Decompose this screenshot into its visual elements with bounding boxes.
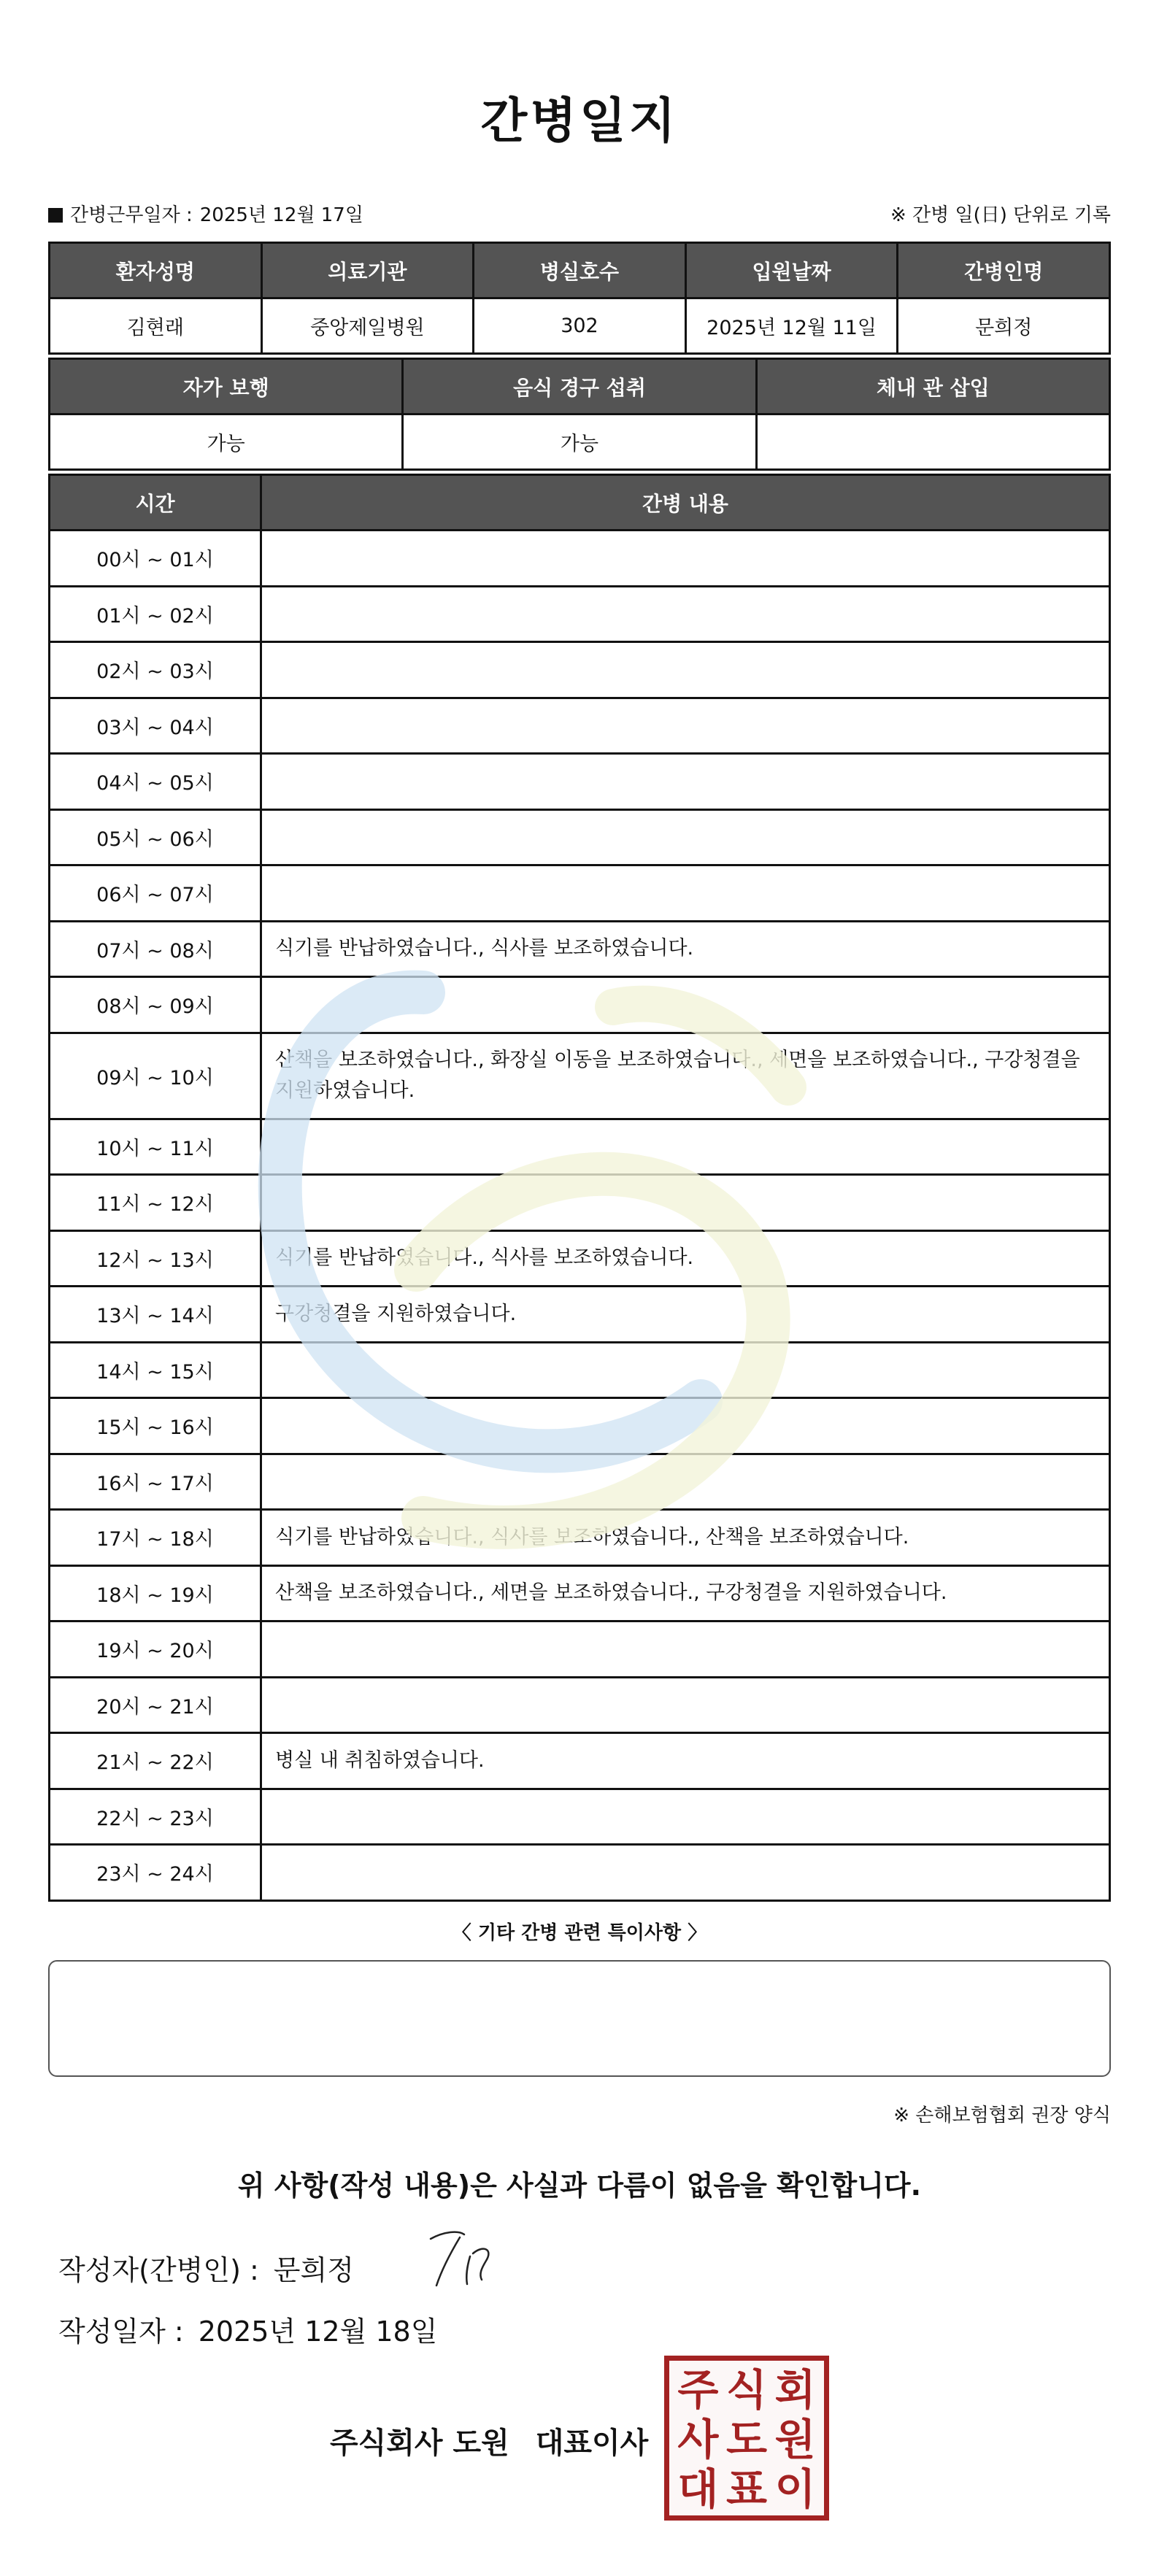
log-row (50, 1677, 1110, 1733)
status-table (48, 358, 1111, 471)
log-body (50, 531, 1110, 1901)
log-row (50, 1342, 1110, 1398)
log-row (50, 1565, 1110, 1621)
patient-value-row (50, 298, 1110, 354)
log-content-cell (261, 698, 1110, 754)
header-time: 시간 (50, 475, 261, 531)
log-content-cell: 산책을 보조하였습니다., 화장실 이동을 보조하였습니다., 세면을 보조하였습니다., 구강청결을 지원하였습니다. (261, 1033, 1110, 1119)
log-time-cell: 23시 ~ 24시 (50, 1845, 261, 1901)
log-time-cell: 09시 ~ 10시 (50, 1033, 261, 1119)
log-content-cell (261, 642, 1110, 698)
log-row (50, 531, 1110, 587)
seal-glyph: 회 (774, 2365, 816, 2415)
writer-label: 작성자(간병인) : (58, 2254, 259, 2286)
log-content-cell (261, 1398, 1110, 1454)
log-time-cell: 03시 ~ 04시 (50, 698, 261, 754)
log-content-cell (261, 1845, 1110, 1901)
log-time-cell: 17시 ~ 18시 (50, 1510, 261, 1566)
log-time-cell: 14시 ~ 15시 (50, 1342, 261, 1398)
seal-glyph: 대 (677, 2464, 719, 2514)
header-care-content: 간병 내용 (261, 475, 1110, 531)
log-content-cell: 구강청결을 지원하였습니다. (261, 1287, 1110, 1343)
log-content-cell (261, 1342, 1110, 1398)
header-patient-name: 환자성명 (50, 243, 262, 298)
log-row (50, 1230, 1110, 1287)
header-admission-date: 입원날짜 (685, 243, 898, 298)
log-row (50, 921, 1110, 977)
work-date (48, 200, 371, 227)
log-row (50, 1287, 1110, 1343)
special-notes-title: 〈 기타 간병 관련 특이사항 〉 (452, 1922, 707, 1944)
special-notes-box (48, 1960, 1111, 2077)
log-row (50, 1621, 1110, 1678)
writer-line (58, 2248, 354, 2288)
log-time-cell: 11시 ~ 12시 (50, 1175, 261, 1231)
company-seal-icon (664, 2356, 829, 2521)
log-row (50, 977, 1110, 1033)
caregiver-name: 문희정 (898, 298, 1110, 354)
log-time-cell: 10시 ~ 11시 (50, 1119, 261, 1175)
seal-glyph: 이 (774, 2464, 816, 2514)
header-hospital: 의료기관 (261, 243, 474, 298)
unit-note: ※ 간병 일(日) 단위로 기록 (890, 204, 1111, 226)
log-content-cell (261, 809, 1110, 865)
log-content-cell: 식기를 반납하였습니다., 식사를 보조하였습니다., 산책을 보조하였습니다. (261, 1510, 1110, 1566)
log-content-cell (261, 531, 1110, 587)
writer-name: 문희정 (273, 2254, 354, 2286)
log-content-cell (261, 1621, 1110, 1678)
log-row (50, 642, 1110, 698)
header-self-walk: 자가 보행 (50, 359, 403, 414)
log-row (50, 1510, 1110, 1566)
log-content-cell (261, 865, 1110, 922)
status-header-row (50, 359, 1110, 414)
patient-info-table (48, 242, 1111, 355)
log-content-cell (261, 1454, 1110, 1510)
log-time-cell: 04시 ~ 05시 (50, 754, 261, 810)
header-caregiver: 간병인명 (898, 243, 1110, 298)
care-log-table (48, 474, 1111, 1902)
log-content-cell (261, 586, 1110, 642)
log-row (50, 1398, 1110, 1454)
seal-glyph: 원 (774, 2415, 816, 2464)
seal-glyph: 도 (725, 2415, 767, 2464)
admission-date: 2025년 12월 11일 (685, 298, 898, 354)
hospital-name: 중앙제일병원 (261, 298, 474, 354)
log-content-cell (261, 977, 1110, 1033)
seal-glyph: 표 (725, 2464, 767, 2514)
log-time-cell: 18시 ~ 19시 (50, 1565, 261, 1621)
status-value-row (50, 414, 1110, 470)
log-time-cell: 02시 ~ 03시 (50, 642, 261, 698)
write-date-line (58, 2309, 437, 2349)
log-content-cell (261, 754, 1110, 810)
log-time-cell: 06시 ~ 07시 (50, 865, 261, 922)
log-content-cell (261, 1789, 1110, 1845)
log-row (50, 586, 1110, 642)
log-row (50, 1845, 1110, 1901)
log-content-cell (261, 1119, 1110, 1175)
patient-name: 김현래 (50, 298, 262, 354)
seal-glyph: 주 (677, 2365, 719, 2415)
meta-line (48, 198, 1111, 228)
log-content-cell: 식기를 반납하였습니다., 식사를 보조하였습니다. (261, 921, 1110, 977)
tube-insertion-value (756, 414, 1109, 470)
seal-glyph: 식 (725, 2365, 767, 2415)
log-content-cell: 산책을 보조하였습니다., 세면을 보조하였습니다., 구강청결을 지원하였습니다. (261, 1565, 1110, 1621)
log-row (50, 1454, 1110, 1510)
log-content-cell (261, 1175, 1110, 1231)
log-time-cell: 15시 ~ 16시 (50, 1398, 261, 1454)
square-bullet-icon (48, 208, 63, 223)
self-walk-value: 가능 (50, 414, 403, 470)
seal-glyph: 사 (677, 2415, 719, 2464)
log-row (50, 698, 1110, 754)
log-time-cell: 00시 ~ 01시 (50, 531, 261, 587)
log-time-cell: 16시 ~ 17시 (50, 1454, 261, 1510)
log-row (50, 1733, 1110, 1789)
log-row (50, 1789, 1110, 1845)
header-room: 병실호수 (474, 243, 686, 298)
log-header-row (50, 475, 1110, 531)
log-time-cell: 12시 ~ 13시 (50, 1230, 261, 1287)
log-row (50, 865, 1110, 922)
signature-icon (422, 2223, 502, 2296)
form-note: ※ 손해보험협회 권장 양식 (893, 2105, 1111, 2126)
log-time-cell: 21시 ~ 22시 (50, 1733, 261, 1789)
representative-title: 대표이사 (535, 2426, 649, 2460)
room-number: 302 (474, 298, 686, 354)
write-date-label: 작성일자 : (58, 2315, 184, 2348)
log-time-cell: 22시 ~ 23시 (50, 1789, 261, 1845)
document-title: 간병일지 (480, 93, 679, 149)
log-content-cell (261, 1677, 1110, 1733)
log-time-cell: 19시 ~ 20시 (50, 1621, 261, 1678)
log-time-cell: 08시 ~ 09시 (50, 977, 261, 1033)
log-time-cell: 01시 ~ 02시 (50, 586, 261, 642)
header-tube-insertion: 체내 관 삽입 (756, 359, 1109, 414)
patient-header-row (50, 243, 1110, 298)
work-date-value: 2025년 12월 17일 (199, 204, 363, 226)
log-time-cell: 07시 ~ 08시 (50, 921, 261, 977)
log-time-cell: 05시 ~ 06시 (50, 809, 261, 865)
company-signoff (330, 2420, 648, 2461)
log-row (50, 1175, 1110, 1231)
confirmation-statement: 위 사항(작성 내용)은 사실과 다름이 없음을 확인합니다. (237, 2170, 922, 2202)
work-date-label: 간병근무일자 : (70, 204, 193, 226)
log-content-cell: 병실 내 취침하였습니다. (261, 1733, 1110, 1789)
log-row (50, 754, 1110, 810)
log-row (50, 809, 1110, 865)
oral-intake-value: 가능 (403, 414, 756, 470)
log-time-cell: 13시 ~ 14시 (50, 1287, 261, 1343)
company-name: 주식회사 도원 (330, 2426, 509, 2460)
write-date-value: 2025년 12월 18일 (198, 2315, 438, 2348)
log-row (50, 1033, 1110, 1119)
log-time-cell: 20시 ~ 21시 (50, 1677, 261, 1733)
log-content-cell: 식기를 반납하였습니다., 식사를 보조하였습니다. (261, 1230, 1110, 1287)
log-row (50, 1119, 1110, 1175)
header-oral-intake: 음식 경구 섭취 (403, 359, 756, 414)
